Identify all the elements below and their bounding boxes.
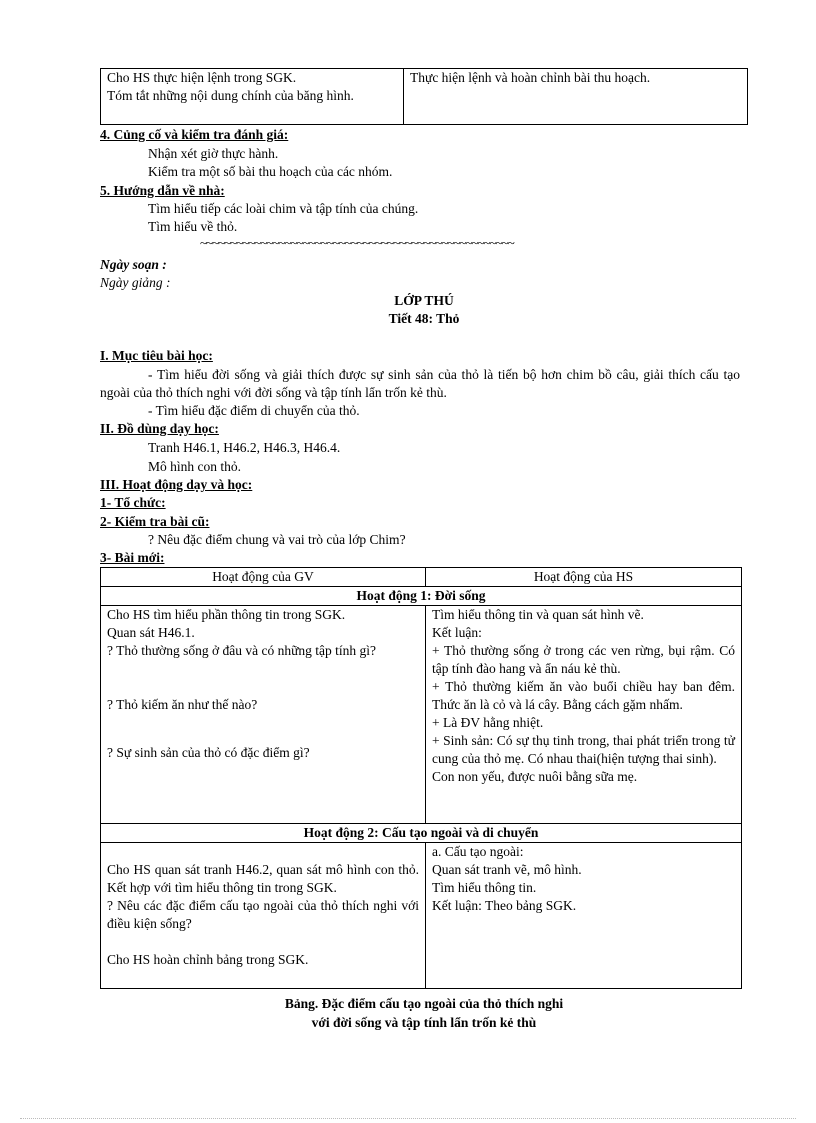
top-table-left-cell xyxy=(101,69,404,125)
section4-heading: 4. Củng cố và kiểm tra đánh giá: xyxy=(100,127,289,142)
activity1-teacher-cell xyxy=(101,606,426,824)
top-table-left-line: Cho HS thực hiện lệnh trong SGK. xyxy=(107,70,297,85)
section4-line: Nhận xét giờ thực hành. xyxy=(148,146,279,161)
student-line: a. Cấu tạo ngoài: xyxy=(432,844,524,859)
objectives-paragraph: - Tìm hiểu đặc điểm di chuyển của thỏ. xyxy=(148,403,360,418)
teacher-line: Cho HS quan sát tranh H46.2, quan sát mô hình con thỏ. Kết hợp với tìm hiểu thông tin trong SGK. xyxy=(107,862,419,895)
table-caption: với đời sống và tập tính lẩn trốn kẻ thù xyxy=(311,1015,537,1030)
organization-heading: 1- Tổ chức: xyxy=(100,495,166,510)
lesson-title: Tiết 48: Thỏ xyxy=(388,311,460,326)
student-conclusion: + Thỏ thường sống ở trong các ven rừng, bụi rậm. Có tập tính đào hang và ẩn náu kẻ thù. xyxy=(432,643,735,676)
table-row xyxy=(101,587,742,606)
section4-line: Kiểm tra một số bài thu hoạch của các nhóm. xyxy=(148,164,393,179)
top-table-right-cell: Thực hiện lệnh và hoàn chỉnh bài thu hoạch. xyxy=(404,69,748,125)
teacher-line: Quan sát H46.1. xyxy=(107,625,195,640)
teacher-question: ? Thỏ thường sống ở đâu và có những tập tính gì? xyxy=(107,643,376,658)
student-line: Kết luận: xyxy=(432,625,482,640)
separator-line: ~~~~~~~~~~~~~~~~~~~~~~~~~~~~~~~~~~~~~~~~~~~~~~~~~~~~ xyxy=(200,235,514,250)
student-line: Kết luận: Theo bảng SGK. xyxy=(432,898,577,913)
top-table xyxy=(100,68,748,125)
top-table-left-line: Tóm tắt những nội dung chính của băng hình. xyxy=(107,88,354,103)
teacher-question: ? Thỏ kiếm ăn như thế nào? xyxy=(107,697,258,712)
student-line: Tìm hiểu thông tin và quan sát hình vẽ. xyxy=(432,607,644,622)
activity2-student-cell xyxy=(426,843,742,989)
teacher-question: ? Nêu các đặc điểm cấu tạo ngoài của thỏ thích nghi với điều kiện sống? xyxy=(107,898,419,931)
teacher-line: Cho HS tìm hiểu phần thông tin trong SGK. xyxy=(107,607,346,622)
student-conclusion: + Thỏ thường kiếm ăn vào buổi chiều hay ban đêm. Thức ăn là cỏ và lá cây. Bằng cách gặm nhấm. xyxy=(432,679,735,712)
table-row xyxy=(101,843,742,989)
activity2-teacher-cell xyxy=(101,843,426,989)
student-conclusion: Con non yếu, được nuôi bằng sữa mẹ. xyxy=(432,769,638,784)
activities-heading: III. Hoạt động dạy và học: xyxy=(100,477,253,492)
new-lesson-heading: 3- Bài mới: xyxy=(100,550,165,565)
column-header-teacher: Hoạt động của GV xyxy=(101,568,426,587)
teacher-question: ? Sự sinh sản của thỏ có đặc điểm gì? xyxy=(107,745,310,760)
section5-heading: 5. Hướng dẫn về nhà: xyxy=(100,183,225,198)
section5-line: Tìm hiểu về thỏ. xyxy=(148,219,238,234)
activity1-title: Hoạt động 1: Đời sống xyxy=(101,587,742,606)
table-caption: Bảng. Đặc điểm cấu tạo ngoài của thỏ thích nghi xyxy=(284,996,564,1011)
materials-heading: II. Đồ dùng dạy học: xyxy=(100,421,219,436)
section5-line: Tìm hiểu tiếp các loài chim và tập tính của chúng. xyxy=(148,201,419,216)
student-line: Quan sát tranh vẽ, mô hình. xyxy=(432,862,582,877)
teacher-line: Cho HS hoàn chỉnh bảng trong SGK. xyxy=(107,952,309,967)
ngay-soan-label: Ngày soạn : xyxy=(100,257,167,272)
student-line: Tìm hiểu thông tin. xyxy=(432,880,537,895)
activity1-student-cell xyxy=(426,606,742,824)
materials-line: Tranh H46.1, H46.2, H46.3, H46.4. xyxy=(148,440,341,455)
lesson-table xyxy=(100,567,742,989)
table-row xyxy=(101,824,742,843)
column-header-student: Hoạt động của HS xyxy=(426,568,742,587)
student-conclusion: + Sinh sản: Có sự thụ tinh trong, thai phát triển trong tử cung của thỏ mẹ. Có nhau thai(hiện tượng thai sinh). xyxy=(432,733,735,766)
lesson-group-title: LỚP THÚ xyxy=(394,293,454,308)
materials-line: Mô hình con thỏ. xyxy=(148,459,241,474)
student-conclusion: + Là ĐV hằng nhiệt. xyxy=(432,715,544,730)
page-bottom-border xyxy=(20,1118,796,1119)
objectives-heading: I. Mục tiêu bài học: xyxy=(100,348,213,363)
review-heading: 2- Kiểm tra bài cũ: xyxy=(100,514,210,529)
review-question: ? Nêu đặc điểm chung và vai trò của lớp Chim? xyxy=(148,532,406,547)
activity2-title: Hoạt động 2: Cấu tạo ngoài và di chuyển xyxy=(101,824,742,843)
table-row xyxy=(101,606,742,824)
table-header-row xyxy=(101,568,742,587)
objectives-paragraph: - Tìm hiểu đời sống và giải thích được sự sinh sản của thỏ là tiến bộ hơn chim bồ câu, giải thích cấu tạo ngoài của thỏ thích nghi với đời sống và tập tính lẩn trốn kẻ thù. xyxy=(100,367,740,400)
ngay-giang-label: Ngày giảng : xyxy=(100,275,171,290)
